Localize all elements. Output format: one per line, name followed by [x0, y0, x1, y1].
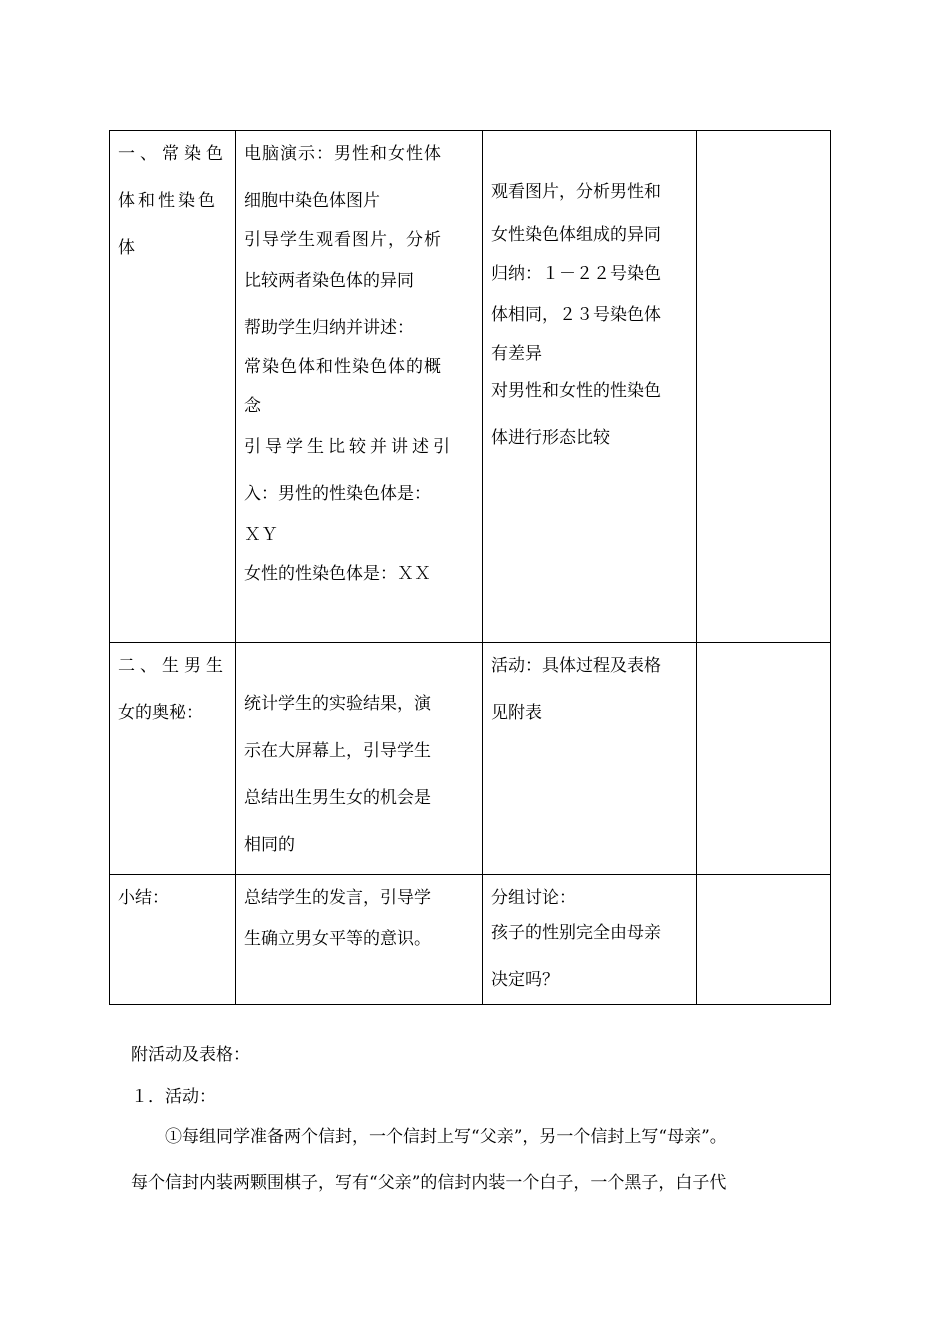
- student-activity-cell: [483, 875, 697, 1005]
- student-line: 有差异: [491, 344, 542, 364]
- teacher-line: 入：男性的性染色体是：: [244, 484, 431, 504]
- topic-line: 小结：: [118, 888, 169, 908]
- student-line: 孩子的性别完全由母亲: [491, 923, 661, 943]
- student-line: 决定吗？: [491, 970, 559, 990]
- table-row: [110, 131, 831, 643]
- teacher-line: 示在大屏幕上，引导学生: [244, 741, 431, 761]
- student-line: 体相同，２３号染色体: [491, 305, 661, 325]
- student-line: 归纳：１－２２号染色: [491, 264, 661, 284]
- topic-line: 一、常染色: [118, 144, 228, 164]
- topic-line: 二、生男生: [118, 656, 228, 676]
- topic-cell: [110, 875, 236, 1005]
- student-line: 体进行形态比较: [491, 428, 610, 448]
- student-line: 分组讨论：: [491, 888, 576, 908]
- teacher-activity-cell: [236, 643, 483, 875]
- note-cell: [697, 875, 831, 1005]
- teacher-line: 生确立男女平等的意识。: [244, 929, 431, 949]
- note-cell: [697, 131, 831, 643]
- teacher-line: 引导学生比较并讲述引: [244, 437, 454, 457]
- student-line: 观看图片，分析男性和: [491, 182, 661, 202]
- topic-cell: [110, 643, 236, 875]
- topic-line: 体和性染色: [118, 191, 218, 211]
- topic-cell: [110, 131, 236, 643]
- teacher-line: 比较两者染色体的异同: [244, 271, 414, 291]
- student-line: 见附表: [491, 703, 542, 723]
- table-row: [110, 643, 831, 875]
- activity-item-label: １．活动：: [131, 1087, 216, 1107]
- teacher-line: 相同的: [244, 835, 295, 855]
- teacher-line: 引导学生观看图片，分析: [244, 230, 442, 250]
- teacher-activity-cell: [236, 875, 483, 1005]
- appendix-paragraph: 每个信封内装两颗围棋子，写有“父亲”的信封内装一个白子，一个黑子，白子代: [131, 1173, 727, 1193]
- teacher-line: 念: [244, 396, 261, 416]
- student-line: 对男性和女性的性染色: [491, 381, 661, 401]
- teacher-line: ＸＹ: [244, 525, 278, 545]
- note-cell: [697, 643, 831, 875]
- teacher-line: 统计学生的实验结果，演: [244, 694, 431, 714]
- teacher-line: 电脑演示：男性和女性体: [244, 144, 442, 164]
- lesson-plan-table: [109, 130, 831, 1005]
- student-activity-cell: [483, 131, 697, 643]
- teacher-line: 帮助学生归纳并讲述：: [244, 318, 414, 338]
- teacher-line: 女性的性染色体是：ＸＸ: [244, 564, 431, 584]
- student-line: 女性染色体组成的异同: [491, 225, 661, 245]
- table-row: [110, 875, 831, 1005]
- teacher-line: 总结出生男生女的机会是: [244, 788, 431, 808]
- appendix-paragraph: ①每组同学准备两个信封，一个信封上写“父亲”，另一个信封上写“母亲”。: [165, 1127, 727, 1147]
- teacher-activity-cell: [236, 131, 483, 643]
- teacher-line: 细胞中染色体图片: [244, 191, 380, 211]
- teacher-line: 常染色体和性染色体的概: [244, 357, 442, 377]
- student-activity-cell: [483, 643, 697, 875]
- topic-line: 体: [118, 238, 135, 258]
- topic-line: 女的奥秘：: [118, 703, 203, 723]
- teacher-line: 总结学生的发言，引导学: [244, 888, 431, 908]
- appendix-heading: 附活动及表格：: [131, 1045, 250, 1065]
- student-line: 活动：具体过程及表格: [491, 656, 661, 676]
